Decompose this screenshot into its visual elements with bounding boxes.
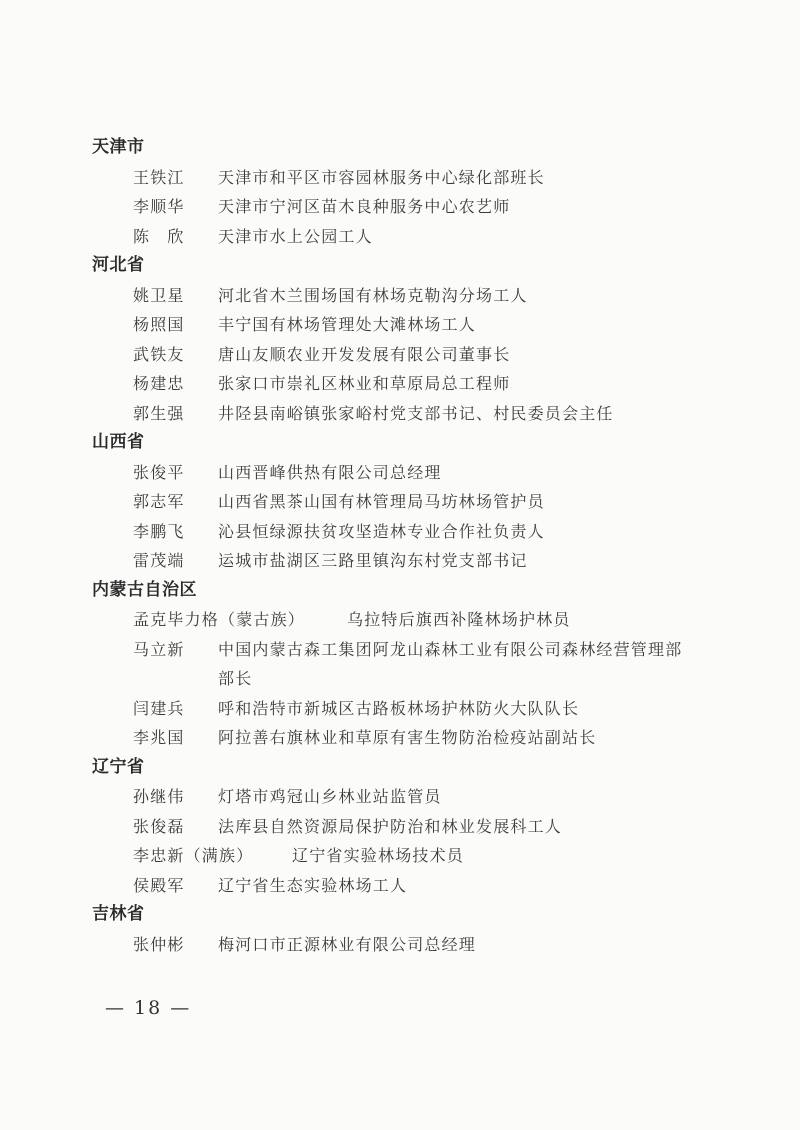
region-heading: 天津市 xyxy=(92,137,145,157)
person-name: 杨建忠 xyxy=(133,374,185,393)
person-title: 乌拉特后旗西补隆林场护林员 xyxy=(347,610,571,629)
list-item xyxy=(92,458,732,488)
person-title: 沁县恒绿源扶贫攻坚造林专业合作社负责人 xyxy=(218,521,545,541)
person-title: 辽宁省实验林场技术员 xyxy=(292,846,465,865)
list-item xyxy=(92,517,732,547)
person-name: 张仲彬 xyxy=(133,934,185,954)
person-name: 雷茂端 xyxy=(133,551,185,570)
region-heading: 辽宁省 xyxy=(92,756,145,777)
person-title: 丰宁国有林场管理处大滩林场工人 xyxy=(218,315,477,334)
region-heading: 内蒙古自治区 xyxy=(92,579,197,600)
person-title: 唐山友顺农业开发发展有限公司董事长 xyxy=(218,344,511,364)
list-item xyxy=(92,694,732,724)
list-item xyxy=(92,546,732,576)
list-item xyxy=(92,487,732,517)
person-name: 郭生强 xyxy=(133,403,185,423)
person-name: 马立新 xyxy=(133,639,185,659)
region-heading: 吉林省 xyxy=(92,904,145,924)
list-item xyxy=(92,841,732,871)
person-title: 梅河口市正源林业有限公司总经理 xyxy=(218,934,477,954)
region-heading: 山西省 xyxy=(92,432,145,452)
person-title: 阿拉善右旗林业和草原有害生物防治检疫站副站长 xyxy=(218,728,597,747)
list-item xyxy=(92,871,732,901)
page-number: — 18 — xyxy=(105,997,192,1019)
person-name: 姚卫星 xyxy=(133,285,185,305)
list-item xyxy=(92,369,732,399)
person-title: 法库县自然资源局保护防治和林业发展科工人 xyxy=(218,816,563,836)
person-name: 李鹏飞 xyxy=(133,521,185,541)
person-title: 呼和浩特市新城区古路板林场护林防火大队队长 xyxy=(218,698,580,718)
person-name: 闫建兵 xyxy=(133,698,185,718)
list-item xyxy=(92,635,732,694)
list-item xyxy=(92,222,732,252)
person-title: 运城市盐湖区三路里镇沟东村党支部书记 xyxy=(218,551,528,570)
person-name: 武铁友 xyxy=(133,344,185,364)
person-name: 张俊平 xyxy=(133,462,185,482)
person-name: 李兆国 xyxy=(133,728,185,747)
person-name: 侯殿军 xyxy=(133,875,185,895)
person-title: 河北省木兰围场国有林场克勒沟分场工人 xyxy=(218,285,528,305)
person-title: 灯塔市鸡冠山乡林业站监管员 xyxy=(218,787,442,806)
list-item xyxy=(92,930,732,960)
person-name: 杨照国 xyxy=(133,315,185,334)
list-item xyxy=(92,163,732,193)
list-item xyxy=(92,723,732,753)
person-title: 天津市宁河区苗木良种服务中心农艺师 xyxy=(218,197,511,216)
person-title: 辽宁省生态实验林场工人 xyxy=(218,875,408,895)
person-name: 郭志军 xyxy=(133,492,185,511)
person-title: 山西晋峰供热有限公司总经理 xyxy=(218,462,442,482)
person-title: 中国内蒙古森工集团阿龙山森林工业有限公司森林经营管理部部长 xyxy=(218,639,683,688)
person-name: 王铁江 xyxy=(133,167,185,187)
list-item xyxy=(92,605,732,635)
list-item xyxy=(92,192,732,222)
region-heading: 河北省 xyxy=(92,255,145,275)
honoree-list xyxy=(92,133,732,959)
person-name: 张俊磊 xyxy=(133,816,185,836)
person-name: 陈 欣 xyxy=(133,226,185,246)
person-name: 孙继伟 xyxy=(133,787,185,806)
person-title: 天津市水上公园工人 xyxy=(218,226,373,246)
person-name: 李忠新（满族） xyxy=(133,846,254,865)
person-title: 天津市和平区市容园林服务中心绿化部班长 xyxy=(218,167,545,187)
list-item xyxy=(92,812,732,842)
person-name: 孟克毕力格（蒙古族） xyxy=(133,610,306,629)
person-title: 井陉县南峪镇张家峪村党支部书记、村民委员会主任 xyxy=(218,403,614,423)
list-item xyxy=(92,281,732,311)
person-title: 张家口市崇礼区林业和草原局总工程师 xyxy=(218,374,511,393)
person-name: 李顺华 xyxy=(133,197,185,216)
list-item xyxy=(92,782,732,812)
list-item xyxy=(92,399,732,429)
list-item xyxy=(92,340,732,370)
person-title: 山西省黑茶山国有林管理局马坊林场管护员 xyxy=(218,492,545,511)
list-item xyxy=(92,310,732,340)
